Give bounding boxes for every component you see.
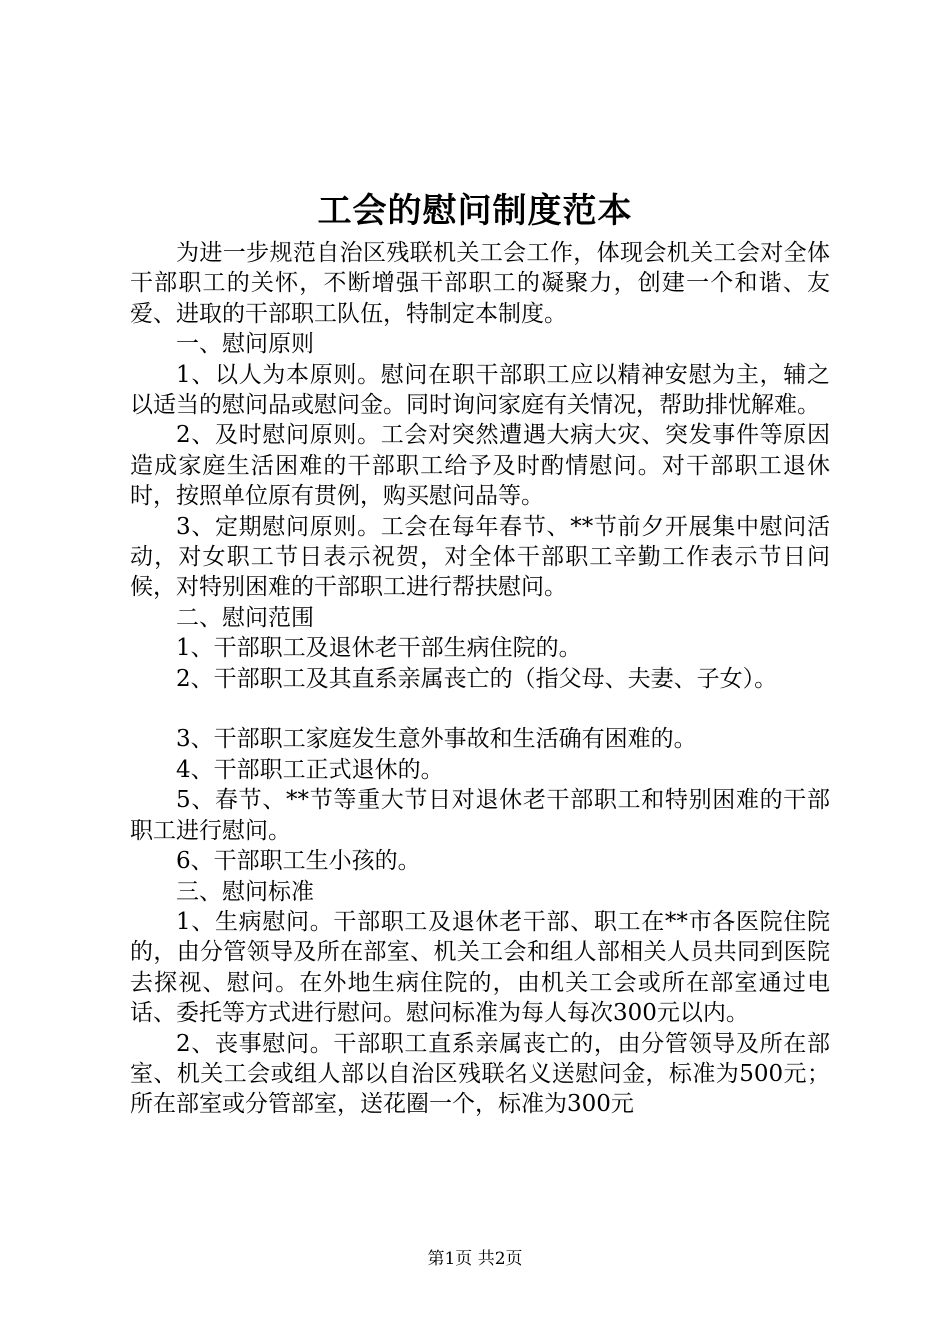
paragraph-scope-1: 1、干部职工及退休老干部生病住院的。 [176, 635, 582, 662]
section-heading-principles: 一、慰问原则 [176, 331, 314, 358]
paragraph-scope-4: 4、干部职工正式退休的。 [176, 756, 444, 783]
paragraph-principle-2: 2、及时慰问原则。工会对突然遭遇大病大灾、突发事件等原因造成家庭生活困难的干部职工给予及时酌情慰问。对干部职工退休时，按照单位原有贯例，购买慰问品等。 [130, 422, 830, 510]
paragraph-scope-3: 3、干部职工家庭发生意外事故和生活确有困难的。 [176, 726, 697, 753]
paragraph-intro: 为进一步规范自治区残联机关工会工作，体现会机关工会对全体干部职工的关怀，不断增强干部职工的凝聚力，创建一个和谐、友爱、进取的干部职工队伍，特制定本制度。 [130, 240, 830, 327]
document-title: 工会的慰问制度范本 [317, 191, 633, 231]
blank-line [130, 694, 830, 724]
section-heading-standards: 三、慰问标准 [176, 878, 314, 905]
paragraph-scope-6: 6、干部职工生小孩的。 [176, 848, 421, 875]
paragraph-principle-1: 1、以人为本原则。慰问在职干部职工应以精神安慰为主，辅之以适当的慰问品或慰问金。同时询问家庭有关情况，帮助排忧解难。 [130, 361, 830, 419]
page-footer: 第1页 共2页 [427, 1249, 523, 1269]
paragraph-standard-2: 2、丧事慰问。干部职工直系亲属丧亡的，由分管领导及所在部室、机关工会或组人部以自治区残联名义送慰问金，标准为500元；所在部室或分管部室，送花圈一个，标准为300元 [130, 1030, 830, 1118]
paragraph-scope-2: 2、干部职工及其直系亲属丧亡的（指父母、夫妻、子女）。 [176, 665, 778, 692]
paragraph-standard-1: 1、生病慰问。干部职工及退休老干部、职工在**市各医院住院的，由分管领导及所在部室、机关工会和组人部相关人员共同到医院去探视、慰问。在外地生病住院的，由机关工会或所在部室通过电话、委托等方式进行慰问。慰问标准为每人每次300元以内。 [130, 908, 830, 1027]
section-heading-scope: 二、慰问范围 [176, 604, 314, 631]
document-body [130, 238, 830, 1120]
paragraph-principle-3: 3、定期慰问原则。工会在每年春节、**节前夕开展集中慰问活动，对女职工节日表示祝贺，对全体干部职工辛勤工作表示节日问候，对特别困难的干部职工进行帮扶慰问。 [130, 513, 830, 601]
paragraph-scope-5: 5、春节、**节等重大节日对退休老干部职工和特别困难的干部职工进行慰问。 [130, 787, 830, 844]
